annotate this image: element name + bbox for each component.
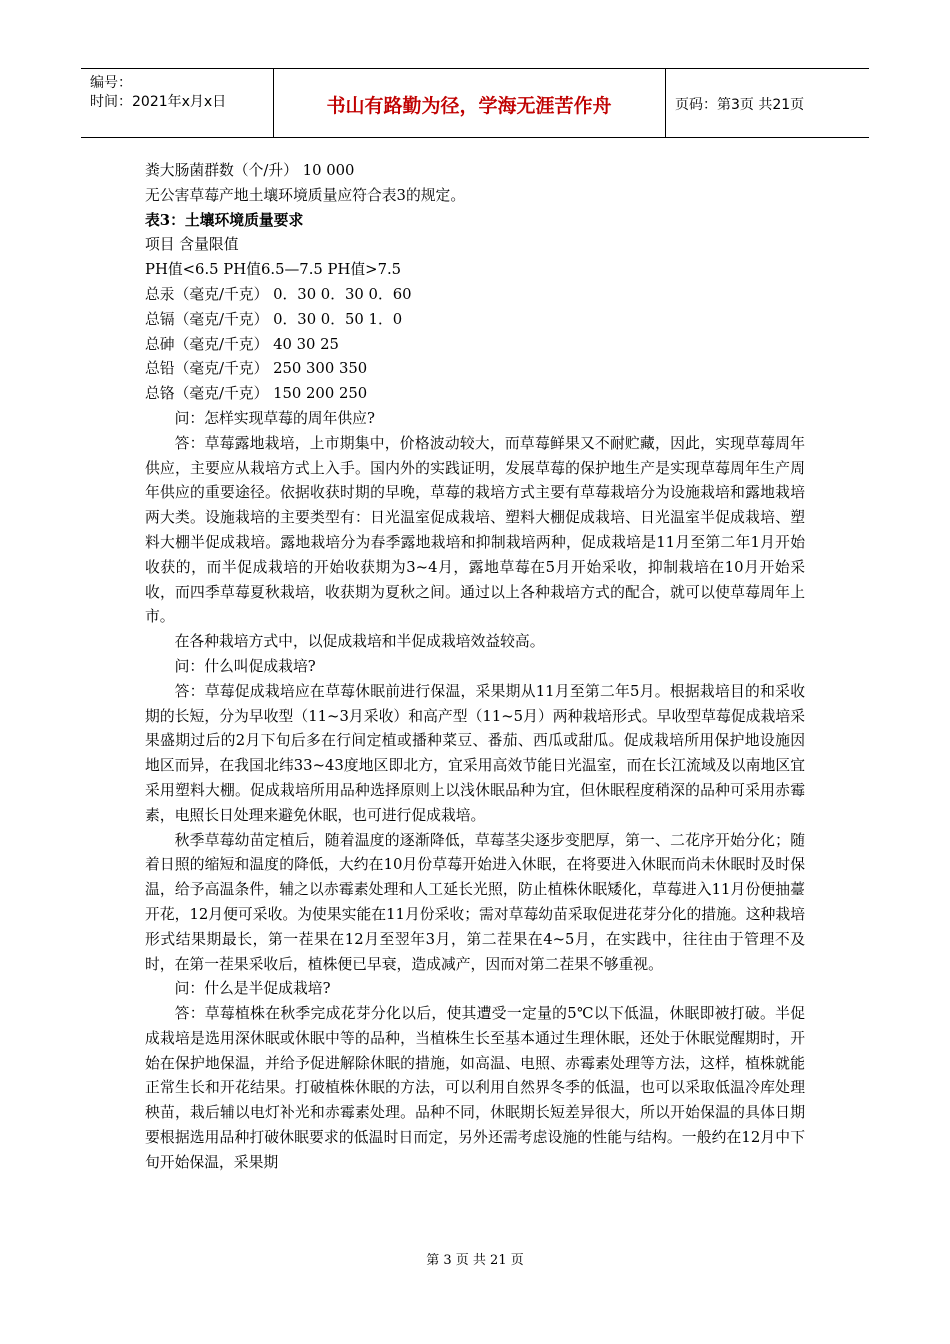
header-motto: 书山有路勤为径，学海无涯苦作舟 xyxy=(326,95,612,117)
table-line-arsenic: 总砷（毫克/千克） 40 30 25 xyxy=(145,335,339,353)
paragraph-question-year-round: 问：怎样实现草莓的周年供应? xyxy=(174,409,375,427)
table-line-chromium: 总铬（毫克/千克） 150 200 250 xyxy=(145,385,368,403)
document-number-label: 编号： xyxy=(90,75,132,91)
header-page-info: 页码：第3页 共21页 xyxy=(675,97,805,113)
table-line-header: 项目 含量限值 xyxy=(145,236,239,254)
table-line-mercury: 总汞（毫克/千克） 0．30 0．30 0．60 xyxy=(145,285,412,303)
paragraph-answer-semi-forcing: 答：草莓植株在秋季完成花芽分化以后，使其遭受一定量的5℃以下低温，休眠即被打破。半促成栽培是选用深休眠或休眠中等的品种，当植株生长至基本通过生理休眠，还处于休眠觉醒期时，开始在保护地保温，并给予促进解除休眠的措施，如高温、电照、赤霉素处理等方法，这样，植株就能正常生长和开花结果。打破植株休眠的方法，可以利用自然界冬季的低温，也可以采取低温冷库处理秧苗，栽后辅以电灯补光和赤霉素处理。品种不同，休眠期长短差异很大，所以开始保温的具体日期要根据选用品种打破休眠要求的低温时日而定，另外还需考虑设施的性能与结构。一般约在12月中下旬开始保温，采果期 xyxy=(145,1005,805,1171)
paragraph-autumn-seedlings: 秋季草莓幼苗定植后，随着温度的逐渐降低，草莓茎尖逐步变肥厚，第一、二花序开始分化；随着日照的缩短和温度的降低，大约在10月份草莓开始进入休眠，在将要进入休眠而尚未休眠时及时保温，给予高温条件，辅之以赤霉素处理和人工延长光照，防止植株休眠矮化，草莓进入11月份便抽薹开花，12月便可采收。为使果实能在11月份采收；需对草莓幼苗采取促进花芽分化的措施。这种栽培形式结果期最长，第一茬果在12月至翌年3月，第二茬果在4~5月，在实践中，往往由于管理不及时，在第一茬果采收后，植株便已早衰，造成减产，因而对第二茬果不够重视。 xyxy=(145,831,805,973)
paragraph-benefit-note: 在各种栽培方式中，以促成栽培和半促成栽培效益较高。 xyxy=(174,633,545,651)
paragraph-question-semi-forcing: 问：什么是半促成栽培? xyxy=(174,980,331,998)
header-center-cell xyxy=(273,69,666,137)
paragraph-answer-forcing: 答：草莓促成栽培应在草莓休眠前进行保温，采果期从11月至第二年5月。根据栽培目的和采收期的长短，分为早收型（11~3月采收）和高产型（11~5月）两种栽培形式。早收型草莓促成栽培采果盛期过后的2月下旬后多在行间定植或播种菜豆、番茄、西瓜或甜瓜。促成栽培所用保护地设施因地区而异，在我国北纬33~43度地区即北方，宜采用高效节能日光温室，而在长江流域及以南地区宜采用塑料大棚。促成栽培所用品种选择原则上以浅休眠品种为宜，但休眠程度稍深的品种可采用赤霉素，电照长日处理来避免休眠，也可进行促成栽培。 xyxy=(145,682,805,824)
body-line-soil-intro: 无公害草莓产地土壤环境质量应符合表3的规定。 xyxy=(145,186,466,204)
table-line-ph: PH值<6.5 PH值6.5—7.5 PH值>7.5 xyxy=(145,261,402,279)
paragraph-question-forcing: 问：什么叫促成栽培? xyxy=(174,657,316,675)
document-body xyxy=(145,159,805,1176)
table-title: 表3：土壤环境质量要求 xyxy=(145,211,304,229)
document-time-label: 时间：2021年x月x日 xyxy=(90,94,227,110)
body-line-coliform: 粪大肠菌群数（个/升） 10 000 xyxy=(145,162,355,179)
table-line-lead: 总铅（毫克/千克） 250 300 350 xyxy=(145,360,368,378)
paragraph-answer-year-round: 答：草莓露地栽培，上市期集中，价格波动较大，而草莓鲜果又不耐贮藏，因此，实现草莓周年供应，主要应从栽培方式上入手。国内外的实践证明，发展草莓的保护地生产是实现草莓周年生产周年供应的重要途径。依据收获时期的早晚，草莓的栽培方式主要有草莓栽培分为设施栽培和露地栽培两大类。设施栽培的主要类型有：日光温室促成栽培、塑料大棚促成栽培、日光温室半促成栽培、塑料大棚半促成栽培。露地栽培分为春季露地栽培和抑制栽培两种，促成栽培是11月至第二年1月开始收获的，而半促成栽培的开始收获期为3~4月，露地草莓在5月开始采收，抑制栽培在10月开始采收，而四季草莓夏秋栽培，收获期为夏秋之间。通过以上各种栽培方式的配合，就可以使草莓周年上市。 xyxy=(145,434,805,626)
page-footer: 第 3 页 共 21 页 xyxy=(426,1253,524,1268)
header-left-cell xyxy=(81,69,274,137)
table-line-cadmium: 总镉（毫克/千克） 0．30 0．50 1．0 xyxy=(145,310,403,328)
page-header xyxy=(81,68,869,138)
header-right-cell xyxy=(665,69,869,137)
